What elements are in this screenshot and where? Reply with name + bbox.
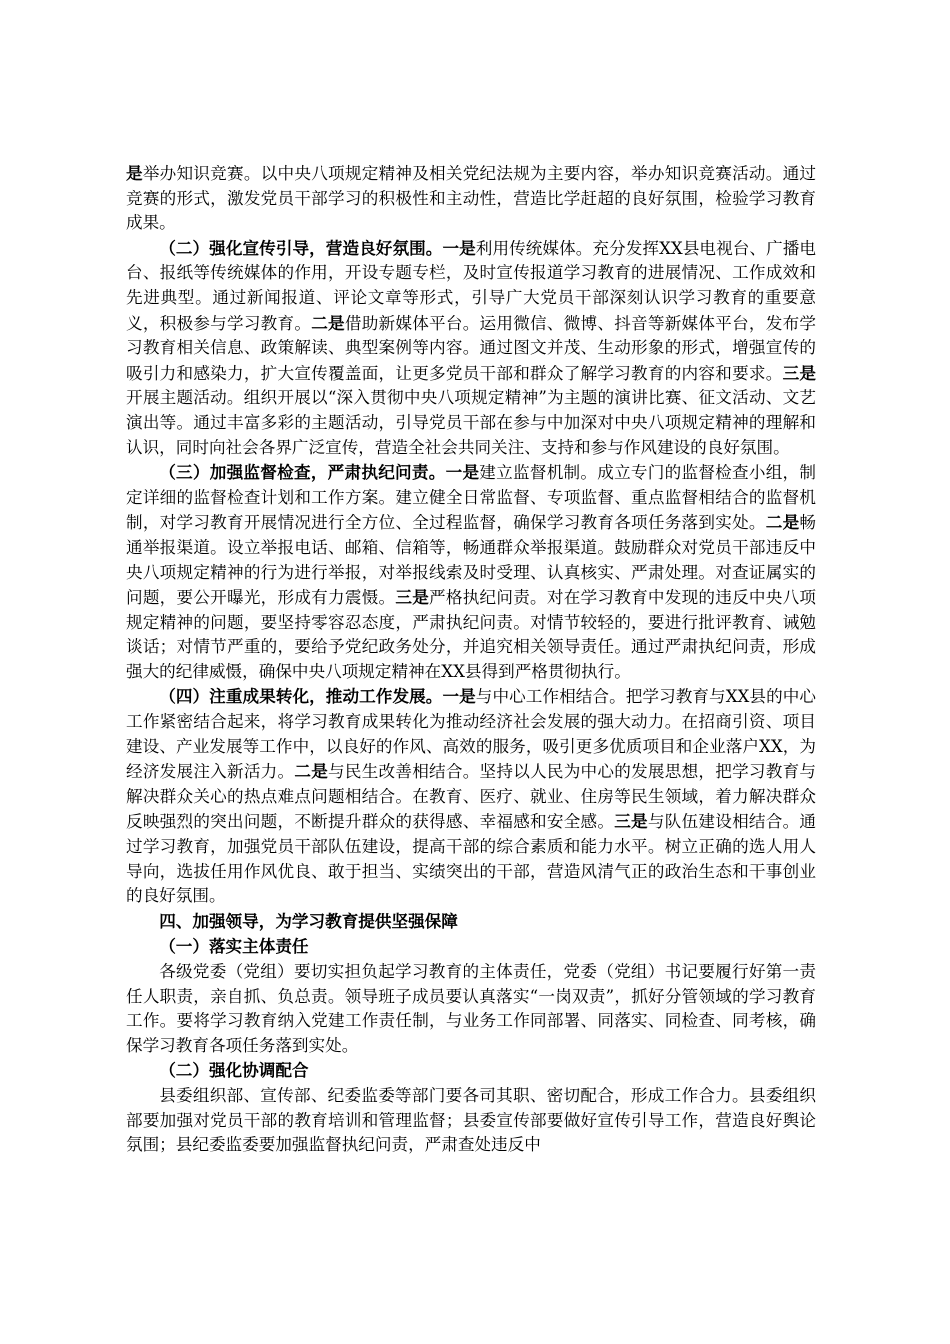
paragraph-p3 — [126, 684, 816, 908]
bold-text-run: 三是 — [395, 587, 430, 608]
bold-text-run: （二）强化协调配合 — [159, 1060, 309, 1081]
document-page — [126, 161, 816, 1158]
bold-text-run: 二是 — [765, 512, 800, 533]
bold-text-run: 二是 — [294, 761, 329, 782]
bold-text-run: 是 — [126, 163, 143, 183]
paragraph-p0 — [126, 161, 816, 236]
text-run: 借助新媒体平台。运用微信、微博、抖音等新媒体平台，发布学习教育相关信息、政策解读、典型案例等内容。通过图文并茂、生动形象的形式，增强宣传的吸引力和感染力，扩大宣传覆盖面，让更多党员干部和群众了解学习教育的内容和要求。 — [126, 313, 817, 383]
bold-text-run: 二是 — [311, 312, 345, 333]
text-run: 各级党委（党组）要切实担负起学习教育的主体责任，党委（党组）书记要履行好第一责任人职责，亲自抓、负总责。领导班子成员要认真落实“一岗双责”，抓好分管领域的学习教育工作。要将学习教育纳入党建工作责任制，与业务工作同部署、同落实、同检查、同考核，确保学习教育各项任务落到实处。 — [126, 962, 816, 1055]
paragraph-p4 — [126, 909, 816, 935]
paragraph-p5 — [126, 934, 816, 960]
text-run: 严格执纪问责。对在学习教育中发现的违反中央八项规定精神的问题，要坚持零容忍态度，严肃执纪问责。对情节较轻的，要进行批评教育、诫勉谈话；对情节严重的，要给予党纪政务处分，并追究相关领导责任。通过严肃执纪问责，形成强大的纪律威慑，确保中央八项规定精神在XX县得到严格贯彻执行。 — [126, 588, 817, 681]
bold-text-run: （三）加强监督检查，严肃执纪问责。一是 — [159, 462, 480, 483]
paragraph-p8 — [126, 1084, 816, 1158]
text-run: 与民生改善相结合。坚持以人民为中心的发展思想，把学习教育与解决群众关心的热点难点问题相结合。在教育、医疗、就业、住房等民生领域，着力解决群众反映强烈的突出问题，不断提升群众的获得感、幸福感和安全感。 — [126, 762, 817, 832]
paragraph-p1 — [126, 236, 816, 460]
bold-text-run: 四、加强领导，为学习教育提供坚强保障 — [159, 910, 458, 931]
paragraph-p7 — [126, 1058, 816, 1084]
text-run: 与中心工作相结合。把学习教育与XX县的中心工作紧密结合起来，将学习教育成果转化为推动经济社会发展的强大动力。在招商引资、项目建设、产业发展等工作中，以良好的作风、高效的服务，吸引更多优质项目和企业落户XX，为经济发展注入新活力。 — [126, 687, 816, 782]
text-run: 利用传统媒体。充分发挥XX县电视台、广播电台、报纸等传统媒体的作用，开设专题专栏，及时宣传报道学习教育的进展情况、工作成效和先进典型。通过新闻报道、评论文章等形式，引导广大党员干部深刻认识学习教育的重要意义，积极参与学习教育。 — [126, 238, 816, 333]
text-run: 举办知识竞赛。以中央八项规定精神及相关党纪法规为主要内容，举办知识竞赛活动。通过竞赛的形式，激发党员干部学习的积极性和主动性，营造比学赶超的良好氛围，检验学习教育成果。 — [126, 164, 817, 233]
bold-text-run: 三是 — [782, 362, 817, 383]
paragraph-p2 — [126, 460, 816, 684]
paragraph-p6 — [126, 960, 816, 1058]
bold-text-run: （四）注重成果转化，推动工作发展。一是 — [159, 686, 476, 707]
text-run: 开展主题活动。组织开展以“深入贯彻中央八项规定精神”为主题的演讲比赛、征文活动、文艺演出等。通过丰富多彩的主题活动，引导党员干部在参与中加深对中央八项规定精神的理解和认识，同时向社会各界广泛宣传，营造全社会共同关注、支持和参与作风建设的良好氛围。 — [126, 388, 816, 457]
bold-text-run: 三是 — [614, 811, 648, 832]
bold-text-run: （二）强化宣传引导，营造良好氛围。一是 — [159, 237, 476, 258]
text-run: 建立监督机制。成立专门的监督检查小组，制定详细的监督检查计划和工作方案。建立健全日常监督、专项监督、重点监督相结合的监督机制，对学习教育开展情况进行全方位、全过程监督，确保学习教育各项任务落到实处。 — [126, 463, 816, 533]
text-run: 县委组织部、宣传部、纪委监委等部门要各司其职、密切配合，形成工作合力。县委组织部要加强对党员干部的教育培训和管理监督；县委宣传部要做好宣传引导工作，营造良好舆论氛围；县纪委监委要加强监督执纪问责，严肃查处违反中 — [126, 1085, 816, 1155]
text-run: 畅通举报渠道。设立举报电话、邮箱、信箱等，畅通群众举报渠道。鼓励群众对党员干部违反中央八项规定精神的行为进行举报，对举报线索及时受理、认真核实、严肃处理。对查证属实的问题，要公开曝光，形成有力震慑。 — [126, 513, 816, 608]
bold-text-run: （一）落实主体责任 — [159, 936, 309, 957]
text-run: 与队伍建设相结合。通过学习教育，加强党员干部队伍建设，提高干部的综合素质和能力水平。树立正确的选人用人导向，选拔任用作风优良、敢于担当、实绩突出的干部，营造风清气正的政治生态和干事创业的良好氛围。 — [126, 812, 817, 906]
